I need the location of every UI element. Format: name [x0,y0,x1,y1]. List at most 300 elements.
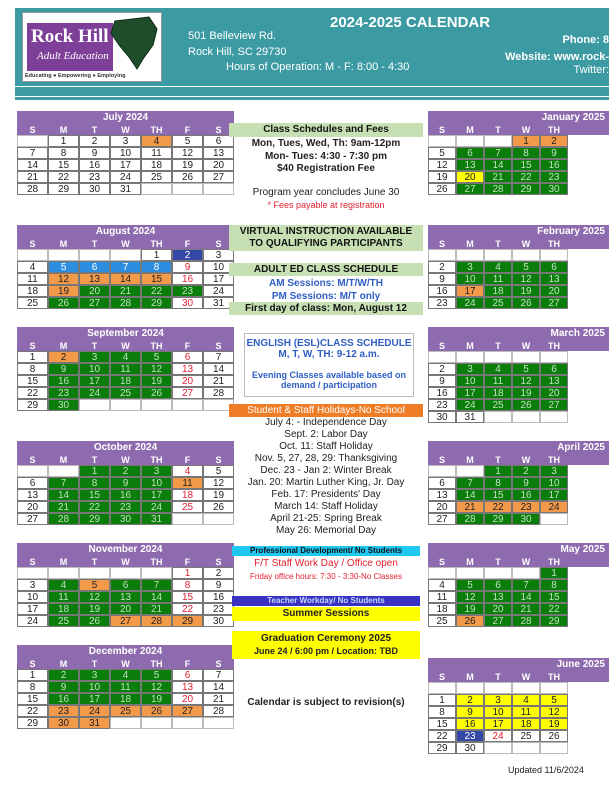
day-cell: 5 [48,261,79,273]
day-cell: 13 [203,147,234,159]
day-cell: 21 [203,375,234,387]
day-cell: 8 [48,147,79,159]
day-cell: 13 [17,489,48,501]
weekday-label: S [215,239,222,249]
day-cell: 15 [79,489,110,501]
day-cell: 7 [141,579,172,591]
day-cell: 2 [456,694,484,706]
day-cell: 30 [48,399,79,411]
day-cell: 18 [484,285,512,297]
day-cell: 22 [141,285,172,297]
weekday-label: S [438,125,445,135]
day-cell: 27 [203,171,234,183]
weekday-label: S [29,659,36,669]
weekday-label: TH [150,557,163,567]
day-cell [512,682,540,694]
day-cell: 21 [110,285,141,297]
day-cell: 16 [428,285,456,297]
weekday-label: T [495,341,501,351]
day-cell: 26 [141,387,172,399]
month-title: December 2024 [88,646,163,657]
day-cell: 19 [456,603,484,615]
day-cell: 18 [428,603,456,615]
day-cell: 11 [17,273,48,285]
day-cell: 28 [141,615,172,627]
day-cell: 21 [48,501,79,513]
day-cell: 26 [456,615,484,627]
day-cell: 10 [484,706,512,718]
day-cell: 24 [79,705,110,717]
day-cell: 2 [203,567,234,579]
holiday-item: April 21-25: Spring Break [270,513,382,524]
day-cell: 6 [540,261,568,273]
day-cell: 18 [110,693,141,705]
weekday-label: S [215,455,222,465]
day-cell: 8 [512,147,540,159]
day-cell: 7 [48,477,79,489]
day-cell: 14 [203,363,234,375]
day-cell: 9 [110,477,141,489]
day-cell: 3 [456,363,484,375]
month-title: November 2024 [88,544,163,555]
calendar-title: 2024-2025 CALENDAR [330,14,491,31]
weekday-label: F [184,239,191,249]
day-cell: 6 [172,669,203,681]
month-header [428,543,609,567]
weekday-label: S [438,557,445,567]
month-grid [428,682,568,754]
day-cell: 14 [141,591,172,603]
day-cell [512,411,540,423]
day-cell: 25 [512,730,540,742]
day-cell: 9 [48,681,79,693]
day-cell: 2 [48,669,79,681]
day-cell: 18 [17,285,48,297]
weekday-label: S [438,341,445,351]
day-cell [456,249,484,261]
day-cell: 8 [428,706,456,718]
day-cell [172,399,203,411]
day-cell: 23 [48,705,79,717]
weekday-label: W [521,341,531,351]
day-cell: 6 [540,363,568,375]
day-cell: 6 [79,261,110,273]
day-cell: 28 [512,615,540,627]
day-cell: 29 [141,297,172,309]
day-cell: 22 [428,730,456,742]
month-header [17,111,234,135]
day-cell: 21 [203,693,234,705]
day-cell: 14 [110,273,141,285]
day-cell [110,567,141,579]
fees-days: Mon, Tues, Wed, Th: 9am-12pm [251,138,401,149]
day-cell: 9 [540,147,568,159]
day-cell: 12 [428,159,456,171]
day-cell: 16 [428,387,456,399]
day-cell [456,465,484,477]
day-cell: 1 [428,694,456,706]
weekday-label: W [121,659,130,669]
day-cell [428,465,456,477]
day-cell: 6 [110,579,141,591]
weekday-label: S [438,239,445,249]
day-cell: 14 [512,591,540,603]
day-cell [484,682,512,694]
day-cell: 4 [110,669,141,681]
day-cell: 1 [484,465,512,477]
day-cell: 20 [17,501,48,513]
day-cell [172,717,203,729]
day-cell: 17 [203,273,234,285]
day-cell: 4 [48,579,79,591]
day-cell: 15 [512,159,540,171]
day-cell [540,351,568,363]
day-cell: 3 [456,261,484,273]
day-cell: 9 [456,706,484,718]
day-cell: 16 [540,159,568,171]
day-cell: 4 [172,465,203,477]
day-cell: 23 [203,603,234,615]
day-cell: 27 [540,399,568,411]
day-cell: 29 [17,399,48,411]
day-cell: 13 [456,159,484,171]
day-cell: 10 [79,681,110,693]
day-cell: 1 [79,465,110,477]
day-cell: 19 [540,718,568,730]
day-cell: 8 [540,579,568,591]
month-header [428,111,609,135]
day-cell: 22 [17,387,48,399]
day-cell: 20 [484,603,512,615]
day-cell: 23 [540,171,568,183]
day-cell: 30 [512,513,540,525]
weekday-label: W [121,125,130,135]
day-cell: 25 [172,501,203,513]
esl-box: ENGLISH (ESL)CLASS SCHEDULE M, T, W, TH: 9-12 a.m. Evening Classes available based on demand / participation [244,333,414,397]
month-title: March 2025 [550,328,605,339]
weekday-label: T [91,341,98,351]
day-cell: 22 [484,501,512,513]
day-cell: 18 [141,159,172,171]
day-cell: 10 [456,273,484,285]
address-line-1: 501 Belleview Rd. [188,30,277,42]
day-cell [110,717,141,729]
month-title: July 2024 [102,112,149,123]
day-cell: 9 [79,147,110,159]
holiday-item: Sept. 2: Labor Day [284,429,368,440]
day-cell: 19 [172,159,203,171]
weekday-label: TH [150,455,163,465]
holiday-item: Dec. 23 - Jan 2: Winter Break [260,465,392,476]
day-cell: 5 [512,261,540,273]
weekday-label: TH [548,341,560,351]
day-cell: 27 [540,297,568,309]
day-cell: 16 [110,489,141,501]
day-cell: 17 [540,489,568,501]
day-cell: 17 [17,603,48,615]
day-cell: 16 [79,159,110,171]
first-day: First day of class: Mon, August 12 [229,302,423,315]
day-cell: 22 [79,501,110,513]
weekday-label: TH [150,659,163,669]
day-cell: 12 [512,375,540,387]
phone: Phone: 8 [562,34,609,46]
day-cell: 4 [512,694,540,706]
day-cell: 29 [484,513,512,525]
holiday-item: March 14: Staff Holiday [274,501,378,512]
day-cell: 1 [17,669,48,681]
month-title: April 2025 [557,442,605,453]
day-cell: 3 [110,135,141,147]
day-cell: 19 [203,489,234,501]
day-cell: 7 [203,669,234,681]
sc-map-icon [109,15,159,71]
day-cell: 30 [540,183,568,195]
month-grid [17,249,234,309]
updated-date: Updated 11/6/2024 [508,765,584,775]
day-cell: 16 [48,375,79,387]
day-cell: 15 [17,693,48,705]
day-cell: 6 [484,579,512,591]
day-cell: 5 [512,363,540,375]
day-cell: 29 [540,615,568,627]
website[interactable]: Website: www.rock- [505,51,609,63]
month-header [428,327,609,351]
day-cell: 3 [79,351,110,363]
day-cell: 25 [110,387,141,399]
day-cell [512,567,540,579]
day-cell [484,249,512,261]
day-cell: 26 [172,171,203,183]
day-cell: 4 [484,363,512,375]
weekday-label: M [59,125,68,135]
day-cell: 1 [172,567,203,579]
day-cell: 27 [428,513,456,525]
day-cell: 4 [428,579,456,591]
twitter[interactable]: Twitter: [573,64,609,76]
day-cell [110,249,141,261]
day-cell: 14 [456,489,484,501]
workday-legend: Teacher Workday/ No Students [232,596,420,606]
day-cell: 11 [172,477,203,489]
day-cell: 8 [79,477,110,489]
day-cell: 13 [172,681,203,693]
weekday-label: TH [150,341,163,351]
day-cell: 12 [172,147,203,159]
day-cell: 18 [512,718,540,730]
weekday-label: S [438,455,445,465]
staff-work-legend: F/T Staff Work Day / Office open [254,558,398,569]
day-cell: 8 [484,477,512,489]
weekday-label: T [495,455,501,465]
weekday-label: M [466,455,474,465]
day-cell: 30 [203,615,234,627]
weekday-label: T [91,455,98,465]
weekday-label: T [91,239,98,249]
day-cell: 22 [17,705,48,717]
day-cell: 10 [141,477,172,489]
day-cell: 24 [17,615,48,627]
day-cell [203,717,234,729]
day-cell [456,135,484,147]
day-cell: 27 [484,615,512,627]
day-cell: 6 [172,351,203,363]
summer-legend: Summer Sessions [232,607,420,621]
weekday-label: TH [548,455,560,465]
day-cell [484,351,512,363]
day-cell: 10 [79,363,110,375]
day-cell: 26 [512,399,540,411]
rock-hill-logo: Rock Hill Adult Education Educating ● Empowering ● Employing [22,12,162,82]
day-cell: 8 [17,363,48,375]
month-header [17,645,234,669]
day-cell: 16 [172,273,203,285]
weekday-label: W [521,557,531,567]
weekday-label: F [184,557,191,567]
day-cell: 24 [484,730,512,742]
day-cell: 31 [79,717,110,729]
day-cell: 2 [110,465,141,477]
day-cell: 10 [540,477,568,489]
day-cell: 12 [141,363,172,375]
weekday-label: TH [548,239,560,249]
month-title: October 2024 [93,442,158,453]
fees-title: Class Schedules and Fees [229,123,423,137]
day-cell [456,567,484,579]
day-cell: 23 [428,297,456,309]
weekday-label: F [184,659,191,669]
day-cell: 10 [17,591,48,603]
day-cell [141,717,172,729]
day-cell: 3 [141,465,172,477]
day-cell: 4 [141,135,172,147]
holiday-item: Jan. 20: Martin Luther King, Jr. Day [247,477,405,488]
day-cell: 21 [141,603,172,615]
day-cell: 25 [110,705,141,717]
day-cell: 11 [110,681,141,693]
weekday-label: W [521,672,531,682]
day-cell: 24 [203,285,234,297]
weekday-label: TH [548,672,560,682]
month-header [17,225,234,249]
day-cell: 15 [17,375,48,387]
day-cell: 27 [110,615,141,627]
day-cell: 30 [48,717,79,729]
day-cell: 17 [79,375,110,387]
fees-registration: $40 Registration Fee [277,163,375,174]
weekday-label: M [466,341,474,351]
month-header [428,225,609,249]
day-cell: 7 [17,147,48,159]
day-cell: 22 [172,603,203,615]
weekday-label: TH [548,557,560,567]
revision-note: Calendar is subject to revision(s) [247,697,405,708]
weekday-label: W [121,557,130,567]
day-cell: 9 [203,579,234,591]
day-cell: 20 [428,501,456,513]
day-cell: 7 [456,477,484,489]
day-cell: 24 [110,171,141,183]
day-cell: 26 [428,183,456,195]
day-cell: 5 [172,135,203,147]
am-sessions: AM Sessions: M/T/W/TH [269,278,383,289]
day-cell: 3 [17,579,48,591]
day-cell: 6 [203,135,234,147]
day-cell: 2 [48,351,79,363]
day-cell: 10 [110,147,141,159]
weekday-label: T [91,659,98,669]
day-cell: 5 [141,351,172,363]
day-cell: 9 [48,363,79,375]
day-cell: 17 [79,693,110,705]
day-cell: 29 [512,183,540,195]
day-cell: 2 [172,249,203,261]
weekday-label: T [91,557,98,567]
day-cell: 5 [456,579,484,591]
weekday-label: M [466,239,474,249]
day-cell [540,682,568,694]
day-cell: 21 [512,603,540,615]
pm-sessions: PM Sessions: M/T only [271,291,381,302]
day-cell: 31 [203,297,234,309]
month-title: June 2025 [556,659,605,670]
day-cell [428,682,456,694]
day-cell: 26 [203,501,234,513]
day-cell: 22 [540,603,568,615]
holiday-item: July 4: - Independence Day [265,417,387,428]
weekday-label: F [184,341,191,351]
day-cell: 20 [172,375,203,387]
weekday-label: F [184,455,191,465]
day-cell: 16 [203,591,234,603]
day-cell: 23 [48,387,79,399]
day-cell: 21 [17,171,48,183]
month-grid [17,567,234,627]
day-cell: 28 [456,513,484,525]
day-cell: 29 [172,615,203,627]
day-cell: 27 [456,183,484,195]
weekday-label: T [495,672,501,682]
weekday-label: S [29,557,36,567]
day-cell: 12 [203,477,234,489]
day-cell: 21 [456,501,484,513]
day-cell: 6 [456,147,484,159]
day-cell [17,249,48,261]
weekday-label: TH [150,125,163,135]
day-cell: 3 [540,465,568,477]
day-cell: 31 [110,183,141,195]
day-cell: 13 [540,375,568,387]
weekday-label: T [495,557,501,567]
month-title: September 2024 [87,328,164,339]
day-cell: 13 [540,273,568,285]
day-cell: 9 [512,477,540,489]
day-cell: 23 [79,171,110,183]
weekday-label: S [29,239,36,249]
day-cell: 28 [203,387,234,399]
day-cell: 16 [48,693,79,705]
weekday-label: M [59,239,68,249]
holiday-item: May 26: Memorial Day [275,525,377,536]
day-cell [540,249,568,261]
day-cell: 13 [428,489,456,501]
day-cell: 30 [79,183,110,195]
day-cell: 28 [203,705,234,717]
day-cell: 19 [141,693,172,705]
day-cell [141,567,172,579]
day-cell: 13 [172,363,203,375]
weekday-label: W [521,455,531,465]
